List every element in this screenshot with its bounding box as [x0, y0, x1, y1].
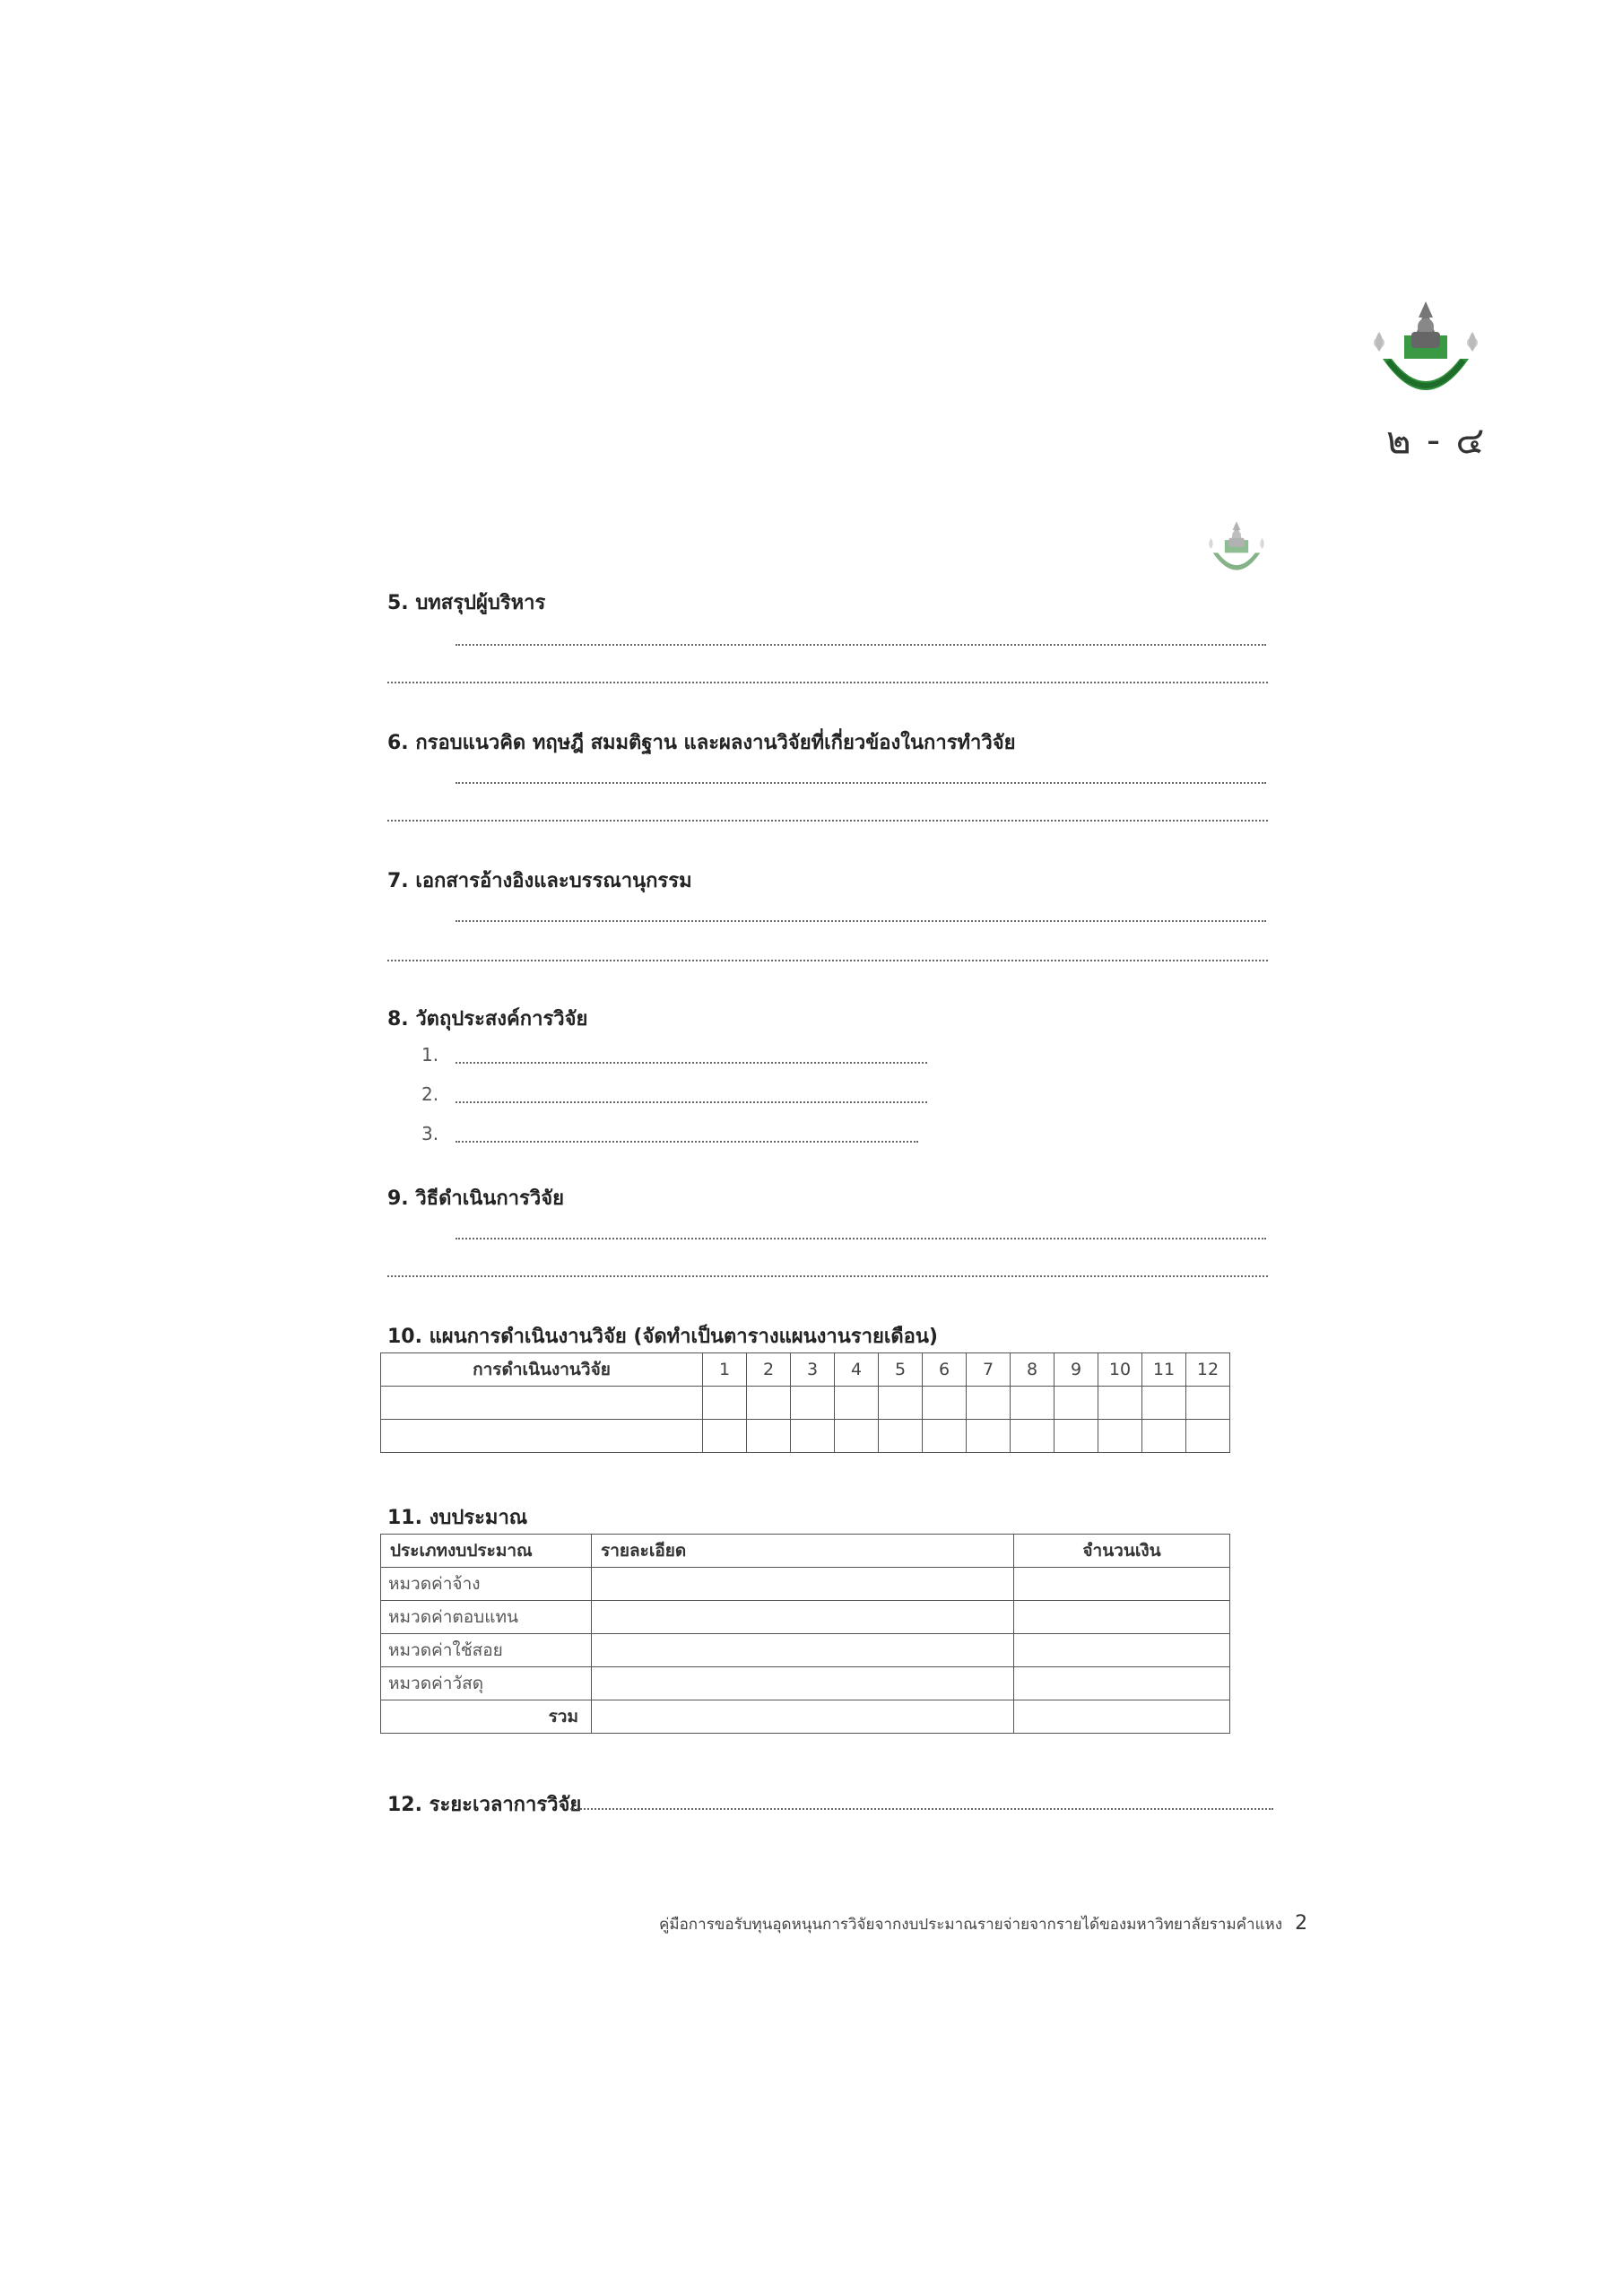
- budget-category: หมวดค่าจ้าง: [381, 1568, 592, 1601]
- section-6-heading: 6. กรอบแนวคิด ทฤษฎี สมมติฐาน และผลงานวิจัยที่เกี่ยวข้องในการทำวิจัย: [387, 732, 1016, 754]
- fill-line: [456, 782, 1266, 784]
- footer-text: คู่มือการขอรับทุนอุดหนุนการวิจัยจากงบประมาณรายจ่ายจากรายได้ของมหาวิทยาลัยรามคำแหง: [659, 1916, 1283, 1934]
- budget-header-amount: จำนวนเงิน: [1014, 1535, 1230, 1568]
- month-header: 1: [703, 1353, 747, 1387]
- section-12-heading: 12. ระยะเวลาการวิจัย: [387, 1794, 582, 1816]
- section-9-heading: 9. วิธีดำเนินการวิจัย: [387, 1187, 564, 1210]
- fill-line: [456, 1101, 927, 1103]
- fill-line: [456, 1141, 918, 1143]
- budget-category: หมวดค่าใช้สอย: [381, 1634, 592, 1667]
- fill-line: [456, 644, 1266, 646]
- table-row: [381, 1387, 1230, 1420]
- fill-line: [387, 820, 1268, 822]
- month-header: 11: [1142, 1353, 1186, 1387]
- table-row: [381, 1420, 1230, 1453]
- table-row: [381, 1700, 1230, 1734]
- fill-line: [387, 1275, 1268, 1277]
- objective-number: 2.: [421, 1083, 439, 1105]
- section-11-heading: 11. งบประมาณ: [387, 1507, 528, 1529]
- table-row: [381, 1667, 1230, 1700]
- budget-total-label: รวม: [381, 1700, 592, 1734]
- month-header: 12: [1186, 1353, 1230, 1387]
- month-header: 5: [879, 1353, 923, 1387]
- section-7-heading: 7. เอกสารอ้างอิงและบรรณานุกรรม: [387, 870, 692, 892]
- month-header: 4: [835, 1353, 879, 1387]
- section-8-heading: 8. วัตถุประสงค์การวิจัย: [387, 1008, 588, 1031]
- month-header: 7: [967, 1353, 1011, 1387]
- table-row: [381, 1634, 1230, 1667]
- page-code: ๒ - ๔: [1386, 418, 1487, 462]
- budget-category: หมวดค่าตอบแทน: [381, 1601, 592, 1634]
- month-header: 10: [1098, 1353, 1142, 1387]
- table-row: [381, 1568, 1230, 1601]
- research-plan-table: [380, 1352, 1230, 1453]
- page-footer: [659, 1912, 1307, 1936]
- month-header: 8: [1011, 1353, 1055, 1387]
- objective-number: 1.: [421, 1044, 439, 1065]
- fill-line: [456, 1062, 927, 1064]
- plan-header-activity: การดำเนินงานวิจัย: [381, 1353, 703, 1387]
- month-header: 3: [791, 1353, 835, 1387]
- month-header: 6: [923, 1353, 967, 1387]
- fill-line: [387, 960, 1268, 961]
- objective-number: 3.: [421, 1123, 439, 1144]
- fill-line: [570, 1808, 1273, 1810]
- table-row: [381, 1601, 1230, 1634]
- budget-table: [380, 1534, 1230, 1734]
- table-header-row: [381, 1535, 1230, 1568]
- fill-line: [456, 1238, 1266, 1239]
- table-header-row: [381, 1353, 1230, 1387]
- fill-line: [387, 682, 1268, 683]
- university-logo-small: [1205, 518, 1268, 579]
- month-header: 2: [747, 1353, 791, 1387]
- fill-line: [456, 920, 1266, 922]
- page-number: 2: [1295, 1912, 1308, 1935]
- university-logo: [1370, 296, 1481, 407]
- section-10-heading: 10. แผนการดำเนินงานวิจัย (จัดทำเป็นตารางแผนงานรายเดือน): [387, 1326, 938, 1348]
- budget-category: หมวดค่าวัสดุ: [381, 1667, 592, 1700]
- budget-header-detail: รายละเอียด: [592, 1535, 1014, 1568]
- section-5-heading: 5. บทสรุปผู้บริหาร: [387, 592, 546, 614]
- budget-header-type: ประเภทงบประมาณ: [381, 1535, 592, 1568]
- month-header: 9: [1055, 1353, 1098, 1387]
